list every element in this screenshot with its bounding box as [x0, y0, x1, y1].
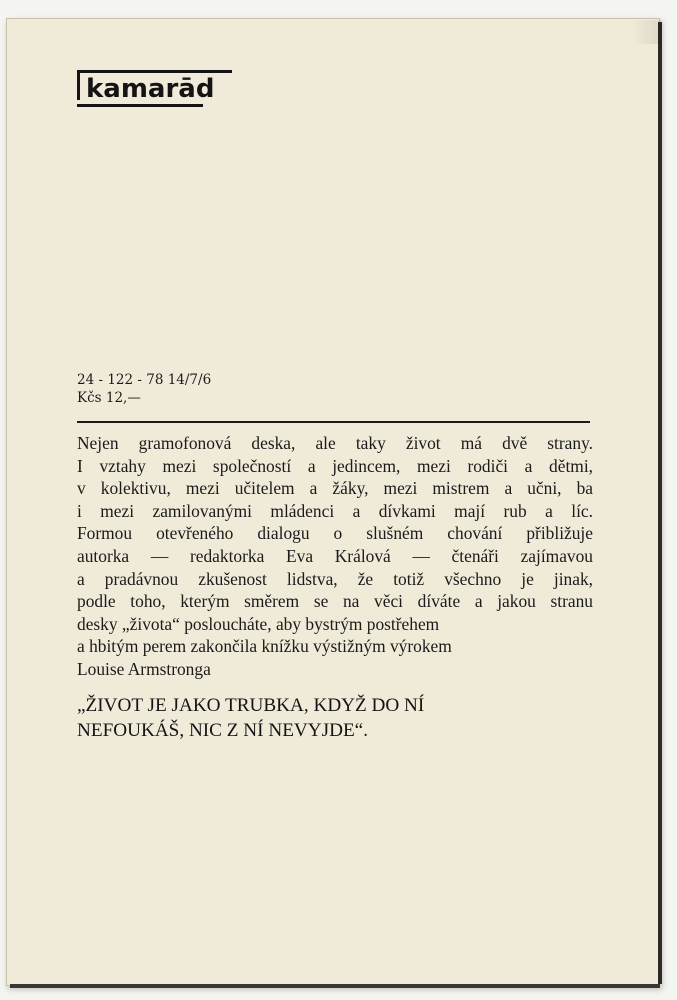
blurb-line: I vztahy mezi společností a jedincem, mezi rodiči a dětmi,	[77, 455, 593, 476]
blurb-line: Louise Armstronga	[77, 658, 211, 679]
blurb-line: a pradávnou zkušenost lidstva, že totiž všechno je jinak,	[77, 568, 593, 589]
price: Kčs 12,—	[77, 390, 141, 406]
publisher-logo: kamarād	[77, 70, 232, 100]
corner-shadow	[631, 20, 661, 44]
armstrong-quote	[77, 693, 547, 743]
quote-line: „ŽIVOT JE JAKO TRUBKA, KDYŽ DO NÍ	[77, 695, 425, 716]
blurb-line: Nejen gramofonová deska, ale taky život má dvě strany.	[77, 433, 593, 453]
blurb-line: desky „života“ posloucháte, aby bystrým postřehem	[77, 613, 440, 634]
cover-edge-right	[658, 22, 662, 984]
blurb-line: Formou otevřeného dialogu o slušném chování přibližuje	[77, 523, 593, 544]
catalog-code: 24 - 122 - 78 14/7/6	[77, 372, 212, 388]
blurb-text	[77, 432, 593, 681]
blurb-line: v kolektivu, mezi učitelem a žáky, mezi mistrem a učni, ba	[77, 478, 593, 499]
divider-rule	[77, 421, 590, 423]
blurb-line: autorka — redaktorka Eva Králová — čtenáři zajímavou	[77, 545, 593, 566]
cover-edge-bottom	[10, 984, 660, 988]
blurb-line: i mezi zamilovanými mládenci a dívkami mají rub a líc.	[77, 500, 593, 521]
blurb-line: podle toho, kterým směrem se na věci díváte a jakou stranu	[77, 591, 593, 612]
publisher-logo-underline	[77, 104, 203, 107]
blurb-line: a hbitým perem zakončila knížku výstižným výrokem	[77, 636, 452, 657]
quote-line: NEFOUKÁŠ, NIC Z NÍ NEVYJDE“.	[77, 720, 368, 741]
